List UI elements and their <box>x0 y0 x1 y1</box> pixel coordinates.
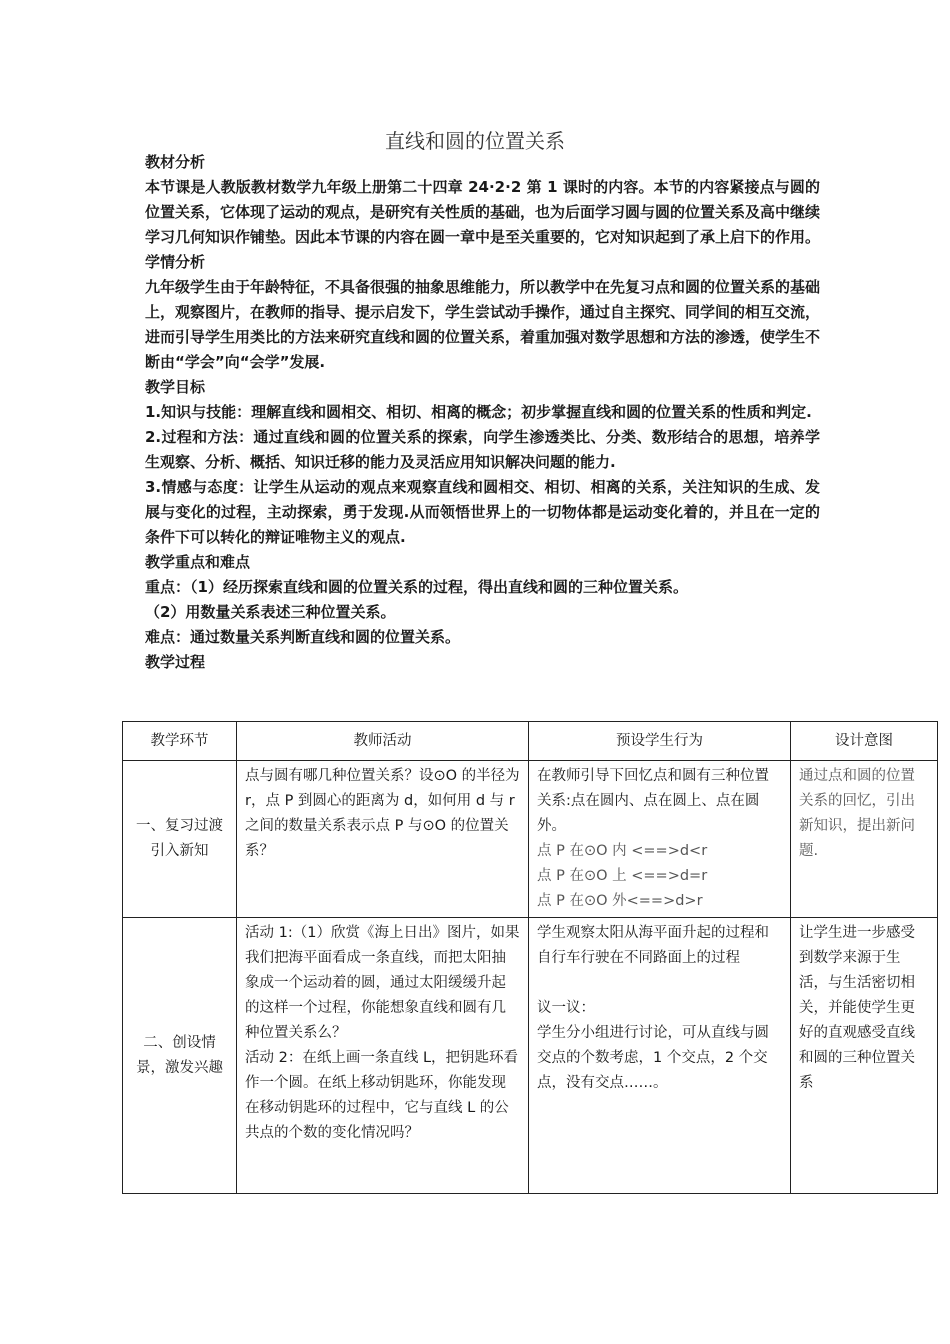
row1-intent: 通过点和圆的位置关系的回忆，引出新知识，提出新问题. <box>791 761 938 918</box>
row2-intent: 让学生进一步感受到数学来源于生活，与生活密切相关，并能使学生更好的直观感受直线和圆的三种位置关系 <box>791 918 938 1194</box>
teaching-process-table <box>122 721 938 1194</box>
row2-student <box>529 918 791 1194</box>
row2-stage: 二、创设情景，激发兴趣 <box>123 918 237 1194</box>
row2-activity-1: 活动 1:（1）欣赏《海上日出》图片，如果我们把海平面看成一条直线，而把太阳抽象成一个运动着的圆，通过太阳缓缓升起的这样一个过程，你能想象直线和圆有几种位置关系么？ <box>245 925 520 1041</box>
section-heading-textbook: 教材分析 <box>145 153 206 171</box>
row1-stage: 一、复习过渡引入新知 <box>123 761 237 918</box>
table-header-row <box>123 722 938 761</box>
row1-student-intro: 在教师引导下回忆点和圆有三种位置关系:点在圆内、点在圆上、点在圆外。 <box>537 768 769 834</box>
difficulty: 难点：通过数量关系判断直线和圆的位置关系。 <box>145 628 461 646</box>
section-heading-goals: 教学目标 <box>145 378 206 396</box>
goal-process: 2.过程和方法：通过直线和圆的位置关系的探索，向学生渗透类比、分类、数形结合的思想，培养学生观察、分析、概括、知识迁移的能力及灵活应用知识解决问题的能力. <box>145 428 820 471</box>
row1-teacher: 点与圆有哪几种位置关系？设⊙O 的半径为 r，点 P 到圆心的距离为 d，如何用 d 与 r 之间的数量关系表示点 P 与⊙O 的位置关系？ <box>237 761 529 918</box>
keypoint-2: （2）用数量关系表述三种位置关系。 <box>145 603 396 621</box>
table-row <box>123 918 938 1194</box>
section-heading-students: 学情分析 <box>145 253 206 271</box>
row2-discuss-text: 学生分小组进行讨论，可从直线与圆交点的个数考虑，1 个交点，2 个交点，没有交点……。 <box>537 1025 769 1091</box>
document-body <box>145 150 820 675</box>
page-title: 直线和圆的位置关系 <box>385 129 565 153</box>
header-teacher: 教师活动 <box>237 722 529 761</box>
textbook-analysis-text: 本节课是人教版教材数学九年级上册第二十四章 24·2·2 第 1 课时的内容。本节的内容紧接点与圆的位置关系，它体现了运动的观点，是研究有关性质的基础，也为后面学习圆与圆的位置关系及高中继续学习几何知识作铺垫。因此本节课的内容在圆一章中是至关重要的，它对知识起到了承上启下的作用。 <box>145 178 821 246</box>
header-student: 预设学生行为 <box>529 722 791 761</box>
row2-discuss-title: 议一议： <box>537 1000 595 1016</box>
keypoint-1: 重点：（1）经历探索直线和圆的位置关系的过程，得出直线和圆的三种位置关系。 <box>145 578 688 596</box>
row2-activity-2: 活动 2：在纸上画一条直线 L，把钥匙环看作一个圆。在纸上移动钥匙环，你能发现在移动钥匙环的过程中，它与直线 L 的公共点的个数的变化情况吗？ <box>245 1050 519 1141</box>
table-row <box>123 761 938 918</box>
row2-student-observe: 学生观察太阳从海平面升起的过程和自行车行驶在不同路面上的过程 <box>537 925 769 966</box>
row1-student-line2: 点 P 在⊙O 上 <==>d=r <box>537 868 708 884</box>
header-stage: 教学环节 <box>123 722 237 761</box>
goal-knowledge: 1.知识与技能：理解直线和圆相交、相切、相离的概念；初步掌握直线和圆的位置关系的性质和判定. <box>145 403 812 421</box>
header-intent: 设计意图 <box>791 722 938 761</box>
row1-student <box>529 761 791 918</box>
student-analysis-text: 九年级学生由于年龄特征，不具备很强的抽象思维能力，所以教学中在先复习点和圆的位置关系的基础上，观察图片，在教师的指导、提示启发下，学生尝试动手操作，通过自主探究、同学间的相互交流，进而引导学生用类比的方法来研究直线和圆的位置关系，着重加强对数学思想和方法的渗透，使学生不断由“学会”向“会学”发展. <box>145 278 821 371</box>
row1-student-line3: 点 P 在⊙O 外<==>d>r <box>537 893 703 909</box>
row1-student-line1: 点 P 在⊙O 内 <==>d<r <box>537 843 708 859</box>
row2-blank <box>537 971 782 996</box>
row2-teacher <box>237 918 529 1194</box>
section-heading-process: 教学过程 <box>145 653 206 671</box>
goal-attitude: 3.情感与态度：让学生从运动的观点来观察直线和圆相交、相切、相离的关系，关注知识的生成、发展与变化的过程，主动探索，勇于发现.从而领悟世界上的一切物体都是运动变化着的，并且在一定的条件下可以转化的辩证唯物主义的观点. <box>145 478 820 546</box>
section-heading-keypoints: 教学重点和难点 <box>145 553 251 571</box>
